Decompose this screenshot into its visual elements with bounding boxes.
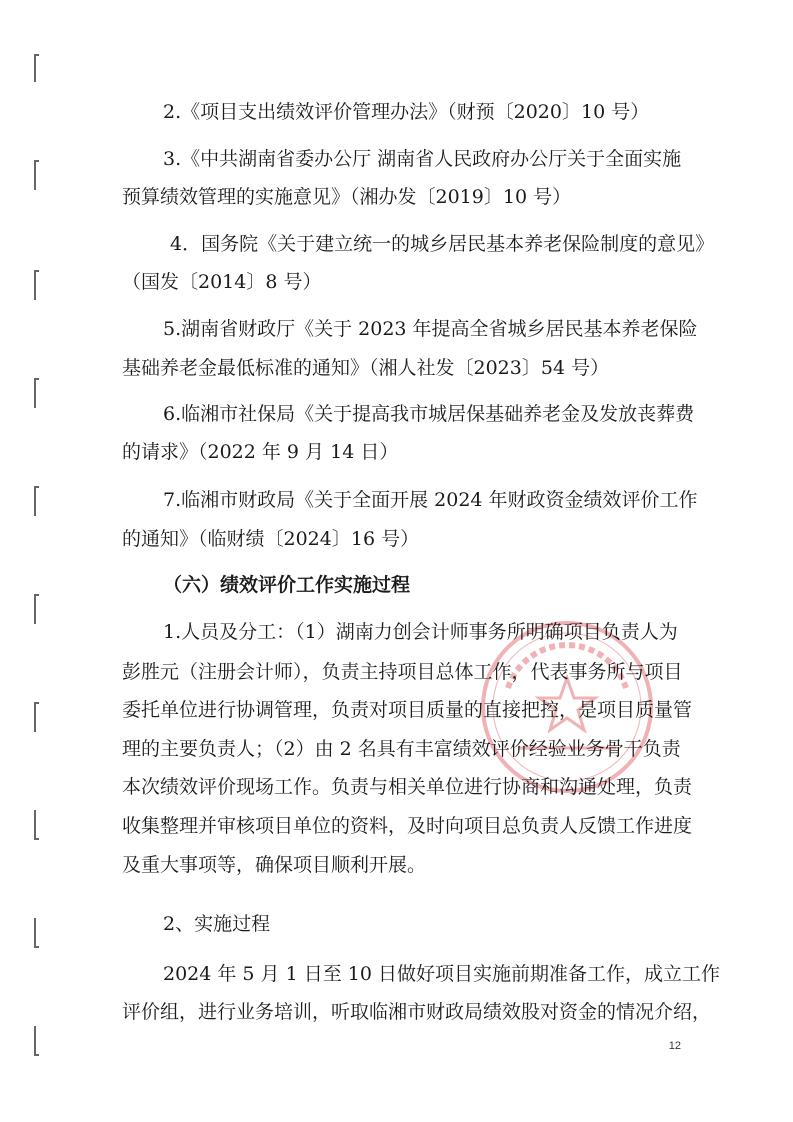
- binding-mark: [34, 378, 39, 408]
- binding-mark: [34, 160, 39, 190]
- paragraph-line: 4．国务院《关于建立统一的城乡居民基本养老保险制度的意见》: [170, 233, 715, 255]
- paragraph-line: 1.人员及分工：（1）湖南力创会计师事务所明确项目负责人为: [163, 621, 678, 643]
- paragraph-line: 本次绩效评价现场工作。负责与相关单位进行协商和沟通处理，负责: [122, 776, 693, 798]
- paragraph-line: 2024 年 5 月 1 日至 10 日做好项目实施前期准备工作，成立工作: [163, 963, 720, 985]
- paragraph-line: 的通知》（临财绩〔2024〕16 号）: [122, 528, 420, 550]
- page-number: 12: [668, 1040, 681, 1052]
- paragraph-line: 基础养老金最低标准的通知》（湘人社发〔2023〕54 号）: [122, 357, 610, 379]
- paragraph-line: 的请求》（2022 年 9 月 14 日）: [122, 441, 399, 463]
- paragraph-line: 评价组，进行业务培训，听取临湘市财政局绩效股对资金的情况介绍，: [122, 1001, 712, 1023]
- binding-mark: [34, 486, 39, 516]
- paragraph-line: 彭胜元（注册会计师），负责主持项目总体工作，代表事务所与项目: [122, 661, 683, 683]
- paragraph-line: 3.《中共湖南省委办公厅 湖南省人民政府办公厅关于全面实施: [163, 148, 682, 170]
- binding-mark: [34, 810, 39, 840]
- binding-mark: [34, 702, 39, 732]
- binding-mark: [34, 54, 39, 82]
- paragraph-line: 2.《项目支出绩效评价管理办法》（财预〔2020〕10 号）: [163, 101, 650, 123]
- paragraph-line: 及重大事项等，确保项目顺利开展。: [122, 854, 427, 876]
- paragraph-line: 委托单位进行协调管理，负责对项目质量的直接把控，是项目质量管: [122, 699, 693, 721]
- paragraph-line: 理的主要负责人；（2）由 2 名具有丰富绩效评价经验业务骨干负责: [122, 738, 681, 760]
- paragraph-line: 5.湖南省财政厅《关于 2023 年提高全省城乡居民基本养老保险: [163, 318, 698, 340]
- paragraph-line: 收集整理并审核项目单位的资料，及时向项目总负责人反馈工作进度: [122, 815, 693, 837]
- section-heading: （六）绩效评价工作实施过程: [163, 574, 411, 596]
- paragraph-line: 预算绩效管理的实施意见》（湘办发〔2019〕10 号）: [122, 186, 572, 208]
- paragraph-line: （国发〔2014〕8 号）: [122, 271, 322, 293]
- binding-mark: [34, 1026, 39, 1056]
- paragraph-line: 6.临湘市社保局《关于提高我市城居保基础养老金及发放丧葬费: [163, 403, 695, 425]
- subsection-heading: 2、实施过程: [163, 913, 271, 935]
- binding-mark: [34, 270, 39, 300]
- binding-mark: [34, 594, 39, 624]
- paragraph-line: 7.临湘市财政局《关于全面开展 2024 年财政资金绩效评价工作: [163, 489, 698, 511]
- binding-mark: [34, 918, 39, 948]
